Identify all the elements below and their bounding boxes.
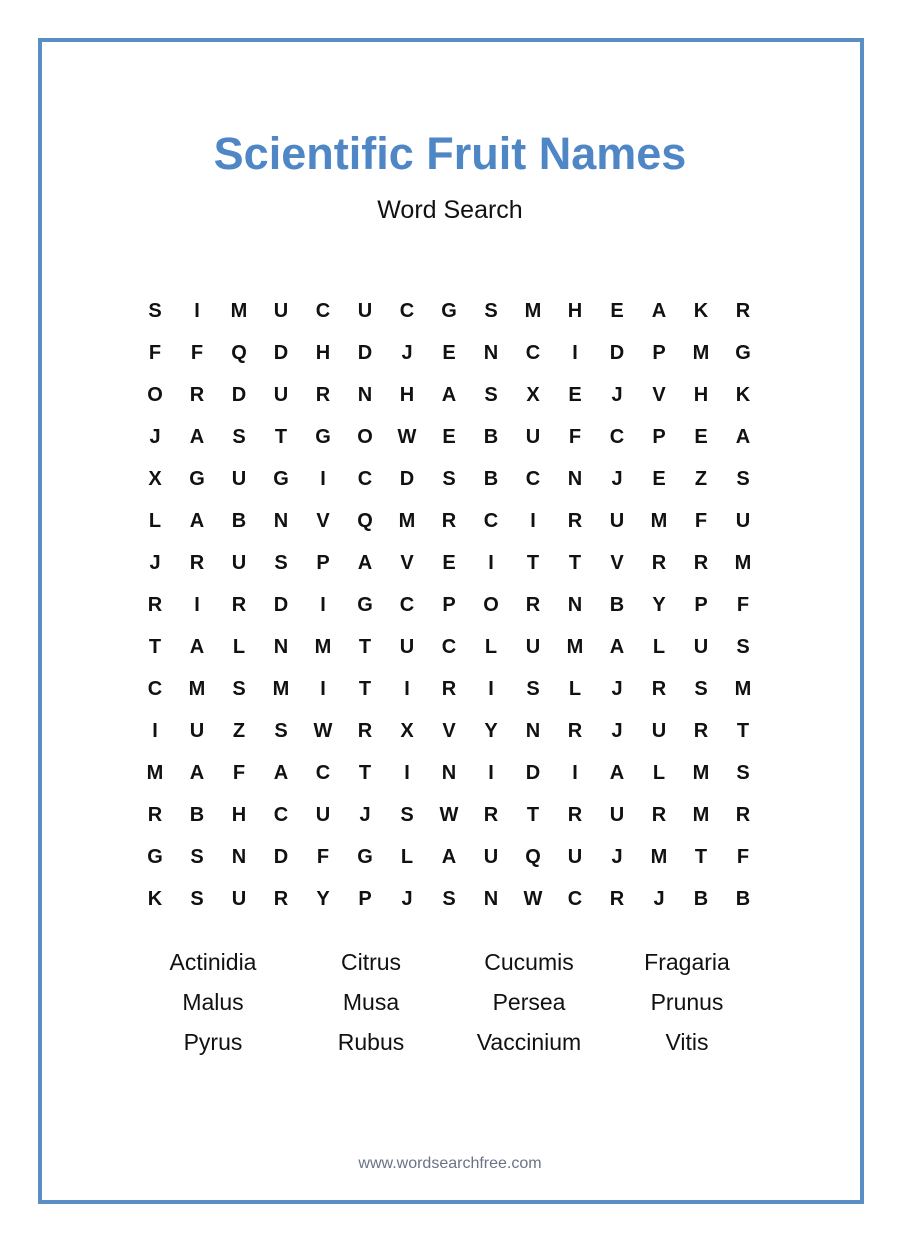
grid-letter: C [609, 426, 625, 448]
grid-letter: A [651, 300, 667, 322]
grid-letter: R [651, 552, 667, 574]
grid-letter: J [611, 384, 623, 406]
grid-letter: L [232, 636, 246, 658]
grid-letter: I [488, 762, 494, 784]
grid-letter: U [357, 300, 373, 322]
grid-letter: S [274, 552, 288, 574]
grid-letter: P [652, 342, 666, 364]
grid-letter: R [231, 594, 247, 616]
grid-letter: A [189, 426, 205, 448]
grid-letter: R [483, 804, 499, 826]
grid-letter: I [320, 678, 326, 700]
grid-letter: D [273, 594, 289, 616]
grid-letter: T [526, 804, 540, 826]
grid-letter: S [274, 720, 288, 742]
grid-letter: L [652, 636, 666, 658]
grid-letter: R [609, 888, 625, 910]
grid-letter: U [567, 846, 583, 868]
grid-letter: G [147, 846, 163, 868]
grid-letter: R [147, 594, 163, 616]
grid-letter: A [357, 552, 373, 574]
grid-letter: R [567, 804, 583, 826]
grid-letter: C [399, 594, 415, 616]
grid-letter: T [358, 762, 372, 784]
grid-letter: Q [357, 510, 373, 532]
page-subtitle: Word Search [377, 196, 523, 224]
word-list-item: Rubus [337, 1029, 405, 1055]
grid-letter: L [484, 636, 498, 658]
grid-letter: S [526, 678, 540, 700]
grid-letter: M [230, 300, 248, 322]
grid-letter: V [652, 384, 666, 406]
grid-letter: K [735, 384, 751, 406]
grid-letter: E [442, 342, 456, 364]
grid-letter: U [693, 636, 709, 658]
grid-letter: C [567, 888, 583, 910]
grid-letter: U [273, 384, 289, 406]
grid-letter: M [272, 678, 290, 700]
grid-letter: M [146, 762, 164, 784]
grid-letter: I [572, 342, 578, 364]
grid-letter: N [273, 636, 289, 658]
footer-url: www.wordsearchfree.com [358, 1155, 542, 1172]
grid-letter: U [189, 720, 205, 742]
word-list-item: Musa [342, 989, 400, 1015]
grid-letter: P [358, 888, 372, 910]
grid-letter: F [568, 426, 582, 448]
grid-letter: X [400, 720, 414, 742]
grid-letter: E [442, 426, 456, 448]
grid-letter: B [483, 426, 499, 448]
grid-letter: B [609, 594, 625, 616]
grid-letter: F [736, 594, 750, 616]
grid-letter: S [484, 384, 498, 406]
grid-letter: I [488, 552, 494, 574]
grid-letter: U [609, 510, 625, 532]
grid-letter: Y [484, 720, 498, 742]
grid-letter: F [232, 762, 246, 784]
grid-letter: W [523, 888, 543, 910]
grid-letter: U [651, 720, 667, 742]
grid-letter: S [694, 678, 708, 700]
word-list-item: Malus [182, 989, 244, 1015]
grid-letter: M [314, 636, 332, 658]
grid-letter: K [147, 888, 163, 910]
grid-letter: R [273, 888, 289, 910]
grid-letter: V [316, 510, 330, 532]
grid-letter: R [651, 804, 667, 826]
grid-letter: W [313, 720, 333, 742]
grid-letter: N [567, 594, 583, 616]
grid-letter: T [274, 426, 288, 448]
grid-letter: R [315, 384, 331, 406]
grid-letter: L [148, 510, 162, 532]
grid-letter: U [315, 804, 331, 826]
grid-letter: L [568, 678, 582, 700]
grid-letter: G [357, 594, 373, 616]
grid-letter: R [567, 510, 583, 532]
grid-letter: B [189, 804, 205, 826]
grid-letter: V [442, 720, 456, 742]
grid-letter: S [232, 426, 246, 448]
grid-letter: J [401, 888, 413, 910]
grid-letter: U [231, 552, 247, 574]
grid-letter: U [609, 804, 625, 826]
grid-letter: R [189, 384, 205, 406]
grid-letter: I [152, 720, 158, 742]
grid-letter: U [231, 468, 247, 490]
grid-letter: J [401, 342, 413, 364]
grid-letter: T [358, 636, 372, 658]
grid-letter: L [400, 846, 414, 868]
grid-letter: A [735, 426, 751, 448]
word-list-item: Pyrus [183, 1029, 243, 1055]
grid-letter: C [441, 636, 457, 658]
grid-letter: V [610, 552, 624, 574]
grid-letter: C [525, 342, 541, 364]
grid-letter: H [231, 804, 247, 826]
grid-letter: E [694, 426, 708, 448]
grid-letter: S [484, 300, 498, 322]
grid-letter: C [357, 468, 373, 490]
word-list-item: Citrus [340, 949, 402, 975]
grid-letter: N [567, 468, 583, 490]
grid-letter: U [273, 300, 289, 322]
grid-letter: G [189, 468, 205, 490]
grid-letter: Y [316, 888, 330, 910]
grid-letter: B [483, 468, 499, 490]
grid-letter: E [652, 468, 666, 490]
grid-letter: V [400, 552, 414, 574]
grid-letter: J [611, 678, 623, 700]
grid-letter: W [439, 804, 459, 826]
grid-letter: Y [652, 594, 666, 616]
grid-letter: S [232, 678, 246, 700]
grid-letter: G [441, 300, 457, 322]
grid-letter: F [190, 342, 204, 364]
grid-letter: M [692, 804, 710, 826]
grid-letter: T [526, 552, 540, 574]
grid-letter: H [567, 300, 583, 322]
grid-letter: M [734, 678, 752, 700]
grid-letter: N [273, 510, 289, 532]
grid-letter: I [572, 762, 578, 784]
grid-letter: B [231, 510, 247, 532]
grid-letter: I [194, 594, 200, 616]
grid-letter: D [231, 384, 247, 406]
grid-letter: M [188, 678, 206, 700]
grid-letter: U [231, 888, 247, 910]
grid-letter: D [525, 762, 541, 784]
word-list-item: Vitis [665, 1029, 709, 1055]
grid-letter: S [736, 636, 750, 658]
grid-letter: I [320, 594, 326, 616]
grid-letter: J [149, 426, 161, 448]
grid-letter: P [316, 552, 330, 574]
grid-letter: I [404, 762, 410, 784]
grid-letter: M [650, 510, 668, 532]
grid-letter: X [148, 468, 162, 490]
grid-letter: C [315, 762, 331, 784]
grid-letter: N [441, 762, 457, 784]
grid-letter: R [693, 720, 709, 742]
grid-letter: T [358, 678, 372, 700]
grid-letter: G [273, 468, 289, 490]
grid-letter: A [189, 636, 205, 658]
grid-letter: P [442, 594, 456, 616]
grid-letter: D [357, 342, 373, 364]
grid-letter: S [148, 300, 162, 322]
grid-letter: R [651, 678, 667, 700]
grid-letter: J [149, 552, 161, 574]
grid-letter: R [735, 300, 751, 322]
grid-letter: D [273, 846, 289, 868]
word-list-item: Persea [492, 989, 566, 1015]
grid-letter: U [525, 636, 541, 658]
grid-letter: M [692, 762, 710, 784]
grid-letter: A [189, 510, 205, 532]
word-list-item: Actinidia [169, 949, 257, 975]
grid-letter: M [398, 510, 416, 532]
grid-letter: N [483, 888, 499, 910]
grid-letter: E [610, 300, 624, 322]
grid-letter: R [357, 720, 373, 742]
grid-letter: P [694, 594, 708, 616]
grid-letter: J [653, 888, 665, 910]
grid-letter: J [611, 720, 623, 742]
word-list-item: Fragaria [644, 949, 730, 975]
grid-letter: J [611, 468, 623, 490]
grid-letter: C [315, 300, 331, 322]
grid-letter: M [734, 552, 752, 574]
grid-letter: I [320, 468, 326, 490]
grid-letter: A [441, 384, 457, 406]
grid-letter: S [190, 888, 204, 910]
grid-letter: O [147, 384, 163, 406]
grid-letter: N [357, 384, 373, 406]
grid-letter: R [735, 804, 751, 826]
grid-letter: A [441, 846, 457, 868]
grid-letter: I [404, 678, 410, 700]
grid-letter: R [525, 594, 541, 616]
grid-letter: C [525, 468, 541, 490]
grid-letter: W [397, 426, 417, 448]
grid-letter: Z [232, 720, 246, 742]
grid-letter: R [693, 552, 709, 574]
grid-letter: K [693, 300, 709, 322]
word-list-item: Cucumis [484, 949, 574, 975]
grid-letter: G [735, 342, 751, 364]
grid-letter: M [650, 846, 668, 868]
grid-letter: Z [694, 468, 708, 490]
grid-letter: C [273, 804, 289, 826]
letter-grid [134, 290, 764, 920]
grid-letter: G [315, 426, 331, 448]
grid-letter: C [399, 300, 415, 322]
grid-letter: J [611, 846, 623, 868]
grid-letter: R [441, 678, 457, 700]
grid-letter: C [147, 678, 163, 700]
word-list-item: Vaccinium [476, 1029, 582, 1055]
grid-letter: Q [231, 342, 247, 364]
grid-letter: U [399, 636, 415, 658]
grid-letter: M [524, 300, 542, 322]
grid-letter: T [736, 720, 750, 742]
grid-letter: E [568, 384, 582, 406]
grid-letter: N [525, 720, 541, 742]
page-title: Scientific Fruit Names [213, 128, 687, 179]
grid-letter: R [147, 804, 163, 826]
grid-letter: A [189, 762, 205, 784]
grid-letter: L [652, 762, 666, 784]
grid-letter: R [441, 510, 457, 532]
grid-letter: T [148, 636, 162, 658]
grid-letter: T [568, 552, 582, 574]
grid-letter: I [194, 300, 200, 322]
grid-letter: I [530, 510, 536, 532]
grid-letter: H [315, 342, 331, 364]
grid-letter: Q [525, 846, 541, 868]
grid-letter: R [567, 720, 583, 742]
grid-letter: G [357, 846, 373, 868]
grid-letter: T [694, 846, 708, 868]
grid-letter: F [736, 846, 750, 868]
grid-letter: C [483, 510, 499, 532]
grid-letter: M [692, 342, 710, 364]
grid-letter: B [735, 888, 751, 910]
grid-letter: U [525, 426, 541, 448]
grid-letter: D [609, 342, 625, 364]
word-list-item: Prunus [650, 989, 724, 1015]
grid-letter: S [736, 762, 750, 784]
grid-letter: D [399, 468, 415, 490]
grid-letter: I [488, 678, 494, 700]
grid-letter: J [359, 804, 371, 826]
grid-letter: X [526, 384, 540, 406]
grid-letter: H [693, 384, 709, 406]
grid-letter: N [483, 342, 499, 364]
grid-letter: S [736, 468, 750, 490]
grid-letter: P [652, 426, 666, 448]
grid-letter: F [694, 510, 708, 532]
grid-letter: S [442, 888, 456, 910]
grid-letter: N [231, 846, 247, 868]
grid-letter: A [609, 636, 625, 658]
grid-letter: U [483, 846, 499, 868]
grid-letter: S [400, 804, 414, 826]
grid-letter: H [399, 384, 415, 406]
grid-letter: F [316, 846, 330, 868]
grid-letter: A [609, 762, 625, 784]
grid-letter: M [566, 636, 584, 658]
grid-letter: B [693, 888, 709, 910]
grid-letter: A [273, 762, 289, 784]
grid-letter: S [190, 846, 204, 868]
grid-letter: F [148, 342, 162, 364]
grid-letter: S [442, 468, 456, 490]
grid-letter: D [273, 342, 289, 364]
grid-letter: O [357, 426, 373, 448]
grid-letter: E [442, 552, 456, 574]
grid-letter: U [735, 510, 751, 532]
grid-letter: R [189, 552, 205, 574]
grid-letter: O [483, 594, 499, 616]
